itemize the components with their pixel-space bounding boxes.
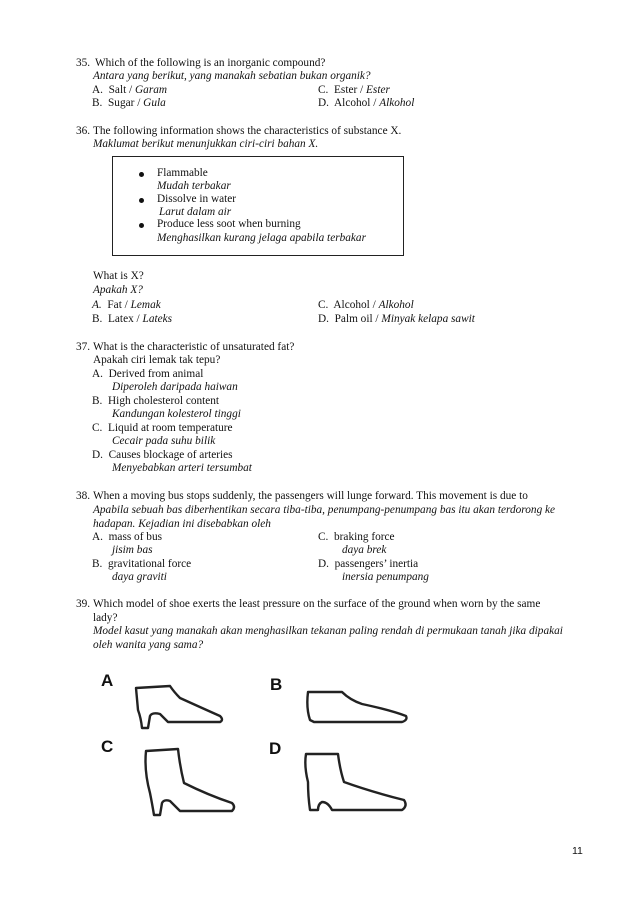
- shoe-label-b: B: [270, 675, 283, 694]
- box-item-2-ms: Larut dalam air: [159, 206, 232, 218]
- q37-option-a-ms: Diperoleh daripada haiwan: [112, 381, 238, 393]
- q38-question-ms-1: Apabila sebuah bas diberhentikan secara tiba-tiba, penumpang-penumpang bas itu akan terdorong ke: [93, 504, 556, 516]
- q35-option-b: B. Sugar / Gula: [92, 97, 166, 109]
- q37-option-c: C. Liquid at room temperature: [92, 422, 233, 434]
- q38-option-d-ms: inersia penumpang: [342, 571, 429, 583]
- q38-option-b-ms: daya graviti: [112, 571, 167, 583]
- shoe-b-icon: [300, 686, 410, 726]
- q37-option-b: B. High cholesterol content: [92, 395, 220, 407]
- q38-option-a-ms: jisim bas: [112, 544, 153, 556]
- q35-number: 35.: [76, 57, 91, 69]
- q38-option-b: B. gravitational force: [92, 558, 192, 570]
- shoe-a-icon: [130, 680, 230, 730]
- q38-question-ms-2: hadapan. Kejadian ini disebabkan oleh: [93, 518, 271, 530]
- box-item-1-ms: Mudah terbakar: [157, 180, 231, 192]
- q36-ask-ms: Apakah X?: [93, 284, 143, 296]
- shoe-label-d: D: [269, 739, 282, 758]
- shoe-label-c: C: [101, 737, 114, 756]
- q36-option-d: D. Palm oil / Minyak kelapa sawit: [318, 313, 475, 325]
- q35-option-c: C. Ester / Ester: [318, 84, 390, 96]
- q36-ask: What is X?: [93, 270, 144, 282]
- page-number: 11: [572, 845, 583, 857]
- q37-option-a: A. Derived from animal: [92, 368, 204, 380]
- q37-question-ms: Apakah ciri lemak tak tepu?: [93, 354, 221, 366]
- q39-question-ms-1: Model kasut yang manakah akan menghasilkan tekanan paling rendah di permukaan tanah jika dipakai: [93, 625, 563, 637]
- q38-option-d: D. passengers’ inertia: [318, 558, 419, 570]
- q35-option-a: A. Salt / Garam: [92, 84, 168, 96]
- q39-number: 39.: [76, 598, 91, 610]
- q39-question-1: Which model of shoe exerts the least pressure on the surface of the ground when worn by the same: [93, 598, 541, 610]
- bullet-icon: [139, 223, 144, 228]
- q36-question-ms: Maklumat berikut menunjukkan ciri-ciri bahan X.: [93, 138, 319, 150]
- q36-option-b: B. Latex / Lateks: [92, 313, 173, 325]
- q37-question: What is the characteristic of unsaturated fat?: [93, 341, 295, 353]
- shoe-d-icon: [300, 750, 410, 816]
- q36-number: 36.: [76, 125, 91, 137]
- q35-question-ms: Antara yang berikut, yang manakah sebatian bukan organik?: [93, 70, 371, 82]
- q38-question: When a moving bus stops suddenly, the passengers will lunge forward. This movement is due to: [93, 490, 528, 502]
- q37-option-c-ms: Cecair pada suhu bilik: [112, 435, 216, 447]
- bullet-icon: [139, 198, 144, 203]
- box-item-2-en: Dissolve in water: [157, 193, 237, 205]
- shoe-label-a: A: [101, 671, 114, 690]
- q38-option-c: C. braking force: [318, 531, 395, 543]
- q37-option-b-ms: Kandungan kolesterol tinggi: [112, 408, 241, 420]
- q36-option-c: C. Alcohol / Alkohol: [318, 299, 414, 311]
- q37-option-d-ms: Menyebabkan arteri tersumbat: [112, 462, 252, 474]
- q37-number: 37.: [76, 341, 91, 353]
- q35-question: Which of the following is an inorganic compound?: [95, 57, 326, 69]
- box-item-3-ms: Menghasilkan kurang jelaga apabila terbakar: [157, 232, 366, 244]
- box-item-1-en: Flammable: [157, 167, 208, 179]
- q38-option-a: A. mass of bus: [92, 531, 162, 543]
- bullet-icon: [139, 172, 144, 177]
- q39-question-ms-2: oleh wanita yang sama?: [93, 639, 204, 651]
- q37-option-d: D. Causes blockage of arteries: [92, 449, 233, 461]
- q38-number: 38.: [76, 490, 91, 502]
- q39-question-2: lady?: [93, 612, 118, 624]
- box-item-3-en: Produce less soot when burning: [157, 218, 301, 230]
- q38-option-c-ms: daya brek: [342, 544, 387, 556]
- shoe-c-icon: [140, 745, 240, 817]
- q36-option-a: A. Fat / Lemak: [92, 299, 161, 311]
- q35-option-d: D. Alcohol / Alkohol: [318, 97, 415, 109]
- q36-question: The following information shows the characteristics of substance X.: [93, 125, 402, 137]
